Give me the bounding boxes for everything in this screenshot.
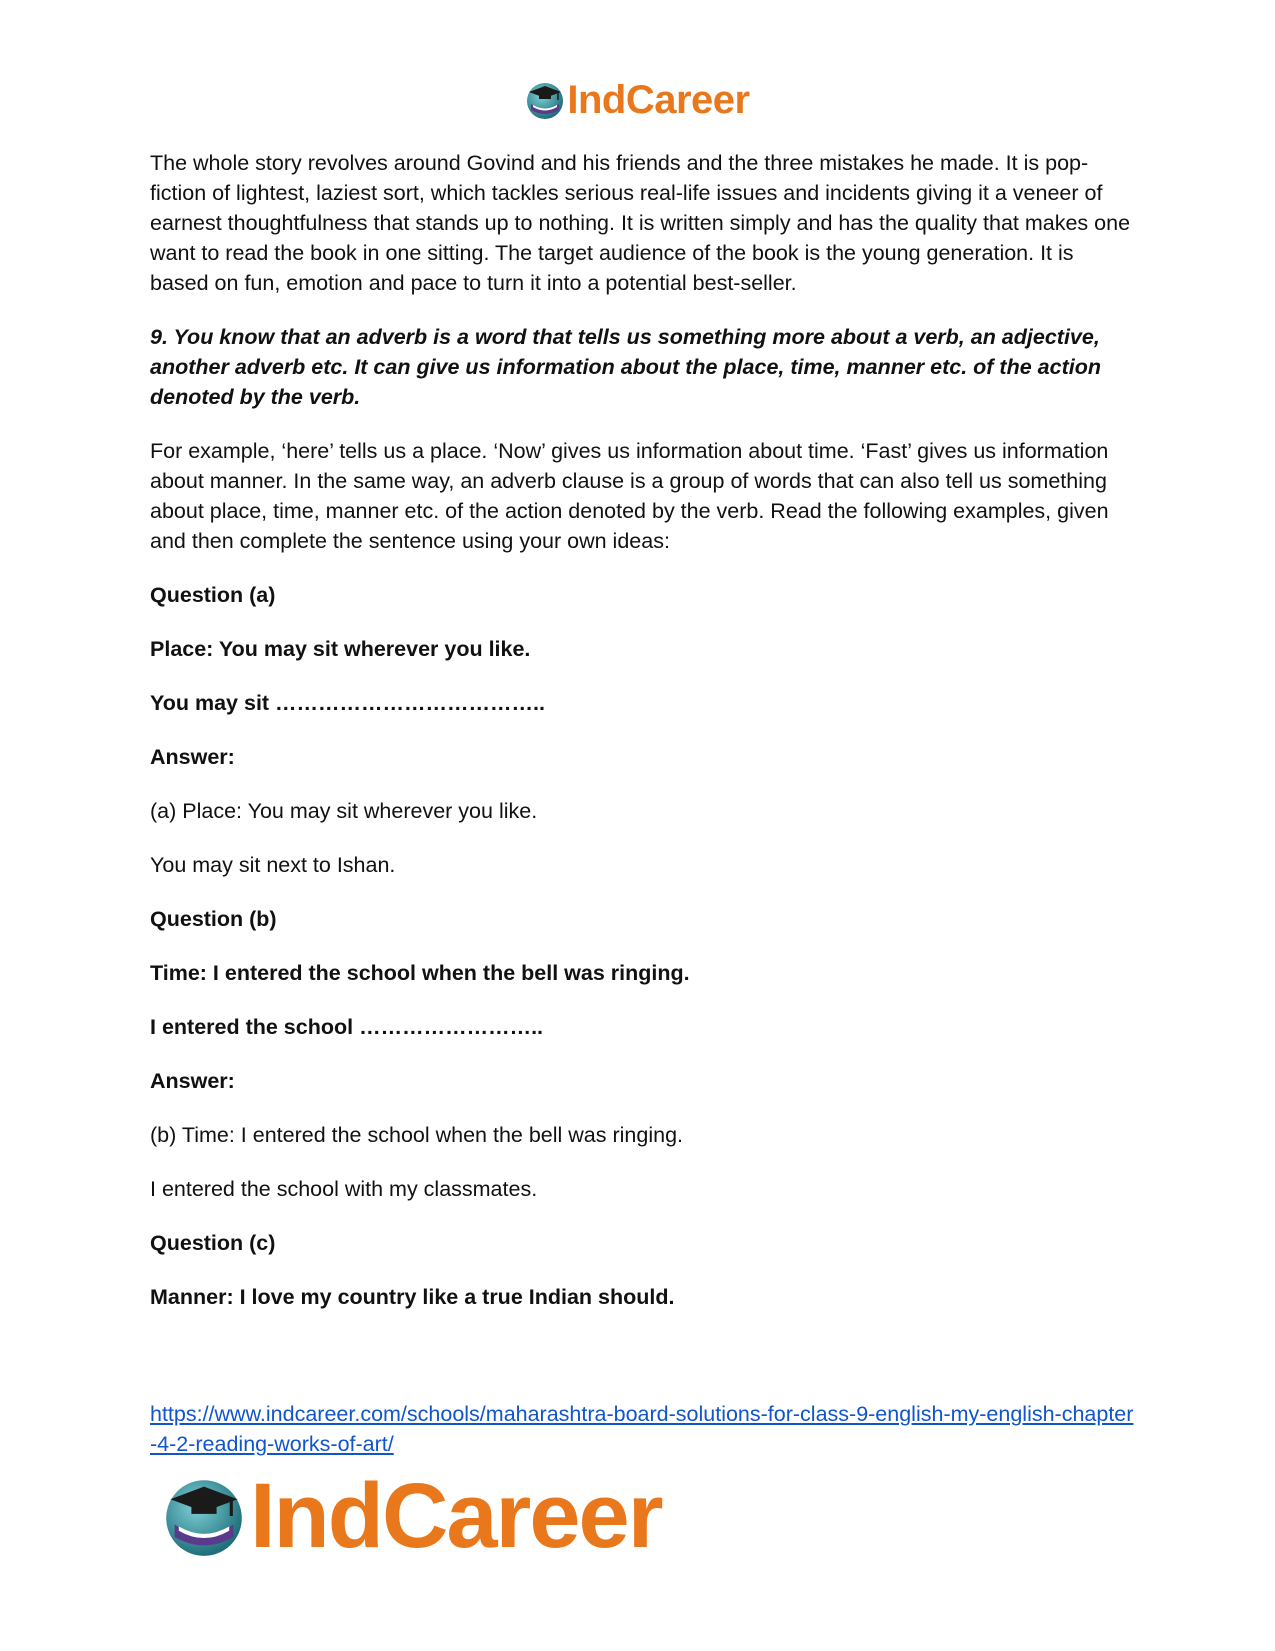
header-logo — [0, 78, 1275, 122]
question-b-answer-label: Answer: — [150, 1069, 235, 1093]
logo-text: IndCareer — [250, 1465, 662, 1567]
graduation-cap-book-globe-icon — [525, 80, 565, 120]
question-a-heading: Question (a) — [150, 583, 276, 607]
paragraph-story-summary: The whole story revolves around Govind and his friends and the three mistakes he made. It is pop- fiction of lightest, laziest sort, which tackles serious real-life issues and incidents giving it a veneer of earnest thoughtfulness that stands up to nothing. It is written simply and has the quality that makes one want to read the book in one sitting. The target audience of the book is the young generation. It is based on fun, emotion and pace to turn it into a potential best-seller. — [150, 151, 1131, 295]
graduation-cap-book-globe-icon — [162, 1474, 246, 1558]
question-a-answer-1: (a) Place: You may sit wherever you like. — [150, 799, 538, 823]
question-b-prompt: Time: I entered the school when the bell was ringing. — [150, 961, 690, 985]
logo-text: IndCareer — [567, 78, 750, 122]
question-b-answer-1: (b) Time: I entered the school when the bell was ringing. — [150, 1123, 684, 1147]
source-url-link[interactable]: https://www.indcareer.com/schools/maharashtra-board-solutions-for-class-9-english-my-english-chapter-4-2-reading-works-of-art/ — [150, 1402, 1134, 1456]
paragraph-adverb-example: For example, ‘here’ tells us a place. ‘Now’ gives us information about time. ‘Fast’ gives us information about manner. In the same way, an adverb clause is a group of words that can also tell us something about place, time, manner etc. of the action denoted by the verb. Read the following examples, given and then complete the sentence using your own ideas: — [150, 439, 1109, 553]
question-c-prompt: Manner: I love my country like a true Indian should. — [150, 1285, 675, 1309]
question-9: 9. You know that an adverb is a word that tells us something more about a verb, an adjective, another adverb etc. It can give us information about the place, time, manner etc. of the action denoted by the verb. — [150, 325, 1101, 409]
logo — [162, 1465, 662, 1567]
question-c-heading: Question (c) — [150, 1231, 276, 1255]
logo — [525, 78, 749, 122]
question-b-answer-2: I entered the school with my classmates. — [150, 1177, 538, 1201]
question-b-blank: I entered the school …………………….. — [150, 1015, 544, 1039]
document-body — [150, 148, 1132, 1336]
question-a-answer-2: You may sit next to Ishan. — [150, 853, 396, 877]
question-a-answer-label: Answer: — [150, 745, 235, 769]
question-a-prompt: Place: You may sit wherever you like. — [150, 637, 531, 661]
question-a-blank: You may sit ……………………………….. — [150, 691, 545, 715]
footer-logo — [162, 1465, 662, 1567]
question-b-heading: Question (b) — [150, 907, 277, 931]
